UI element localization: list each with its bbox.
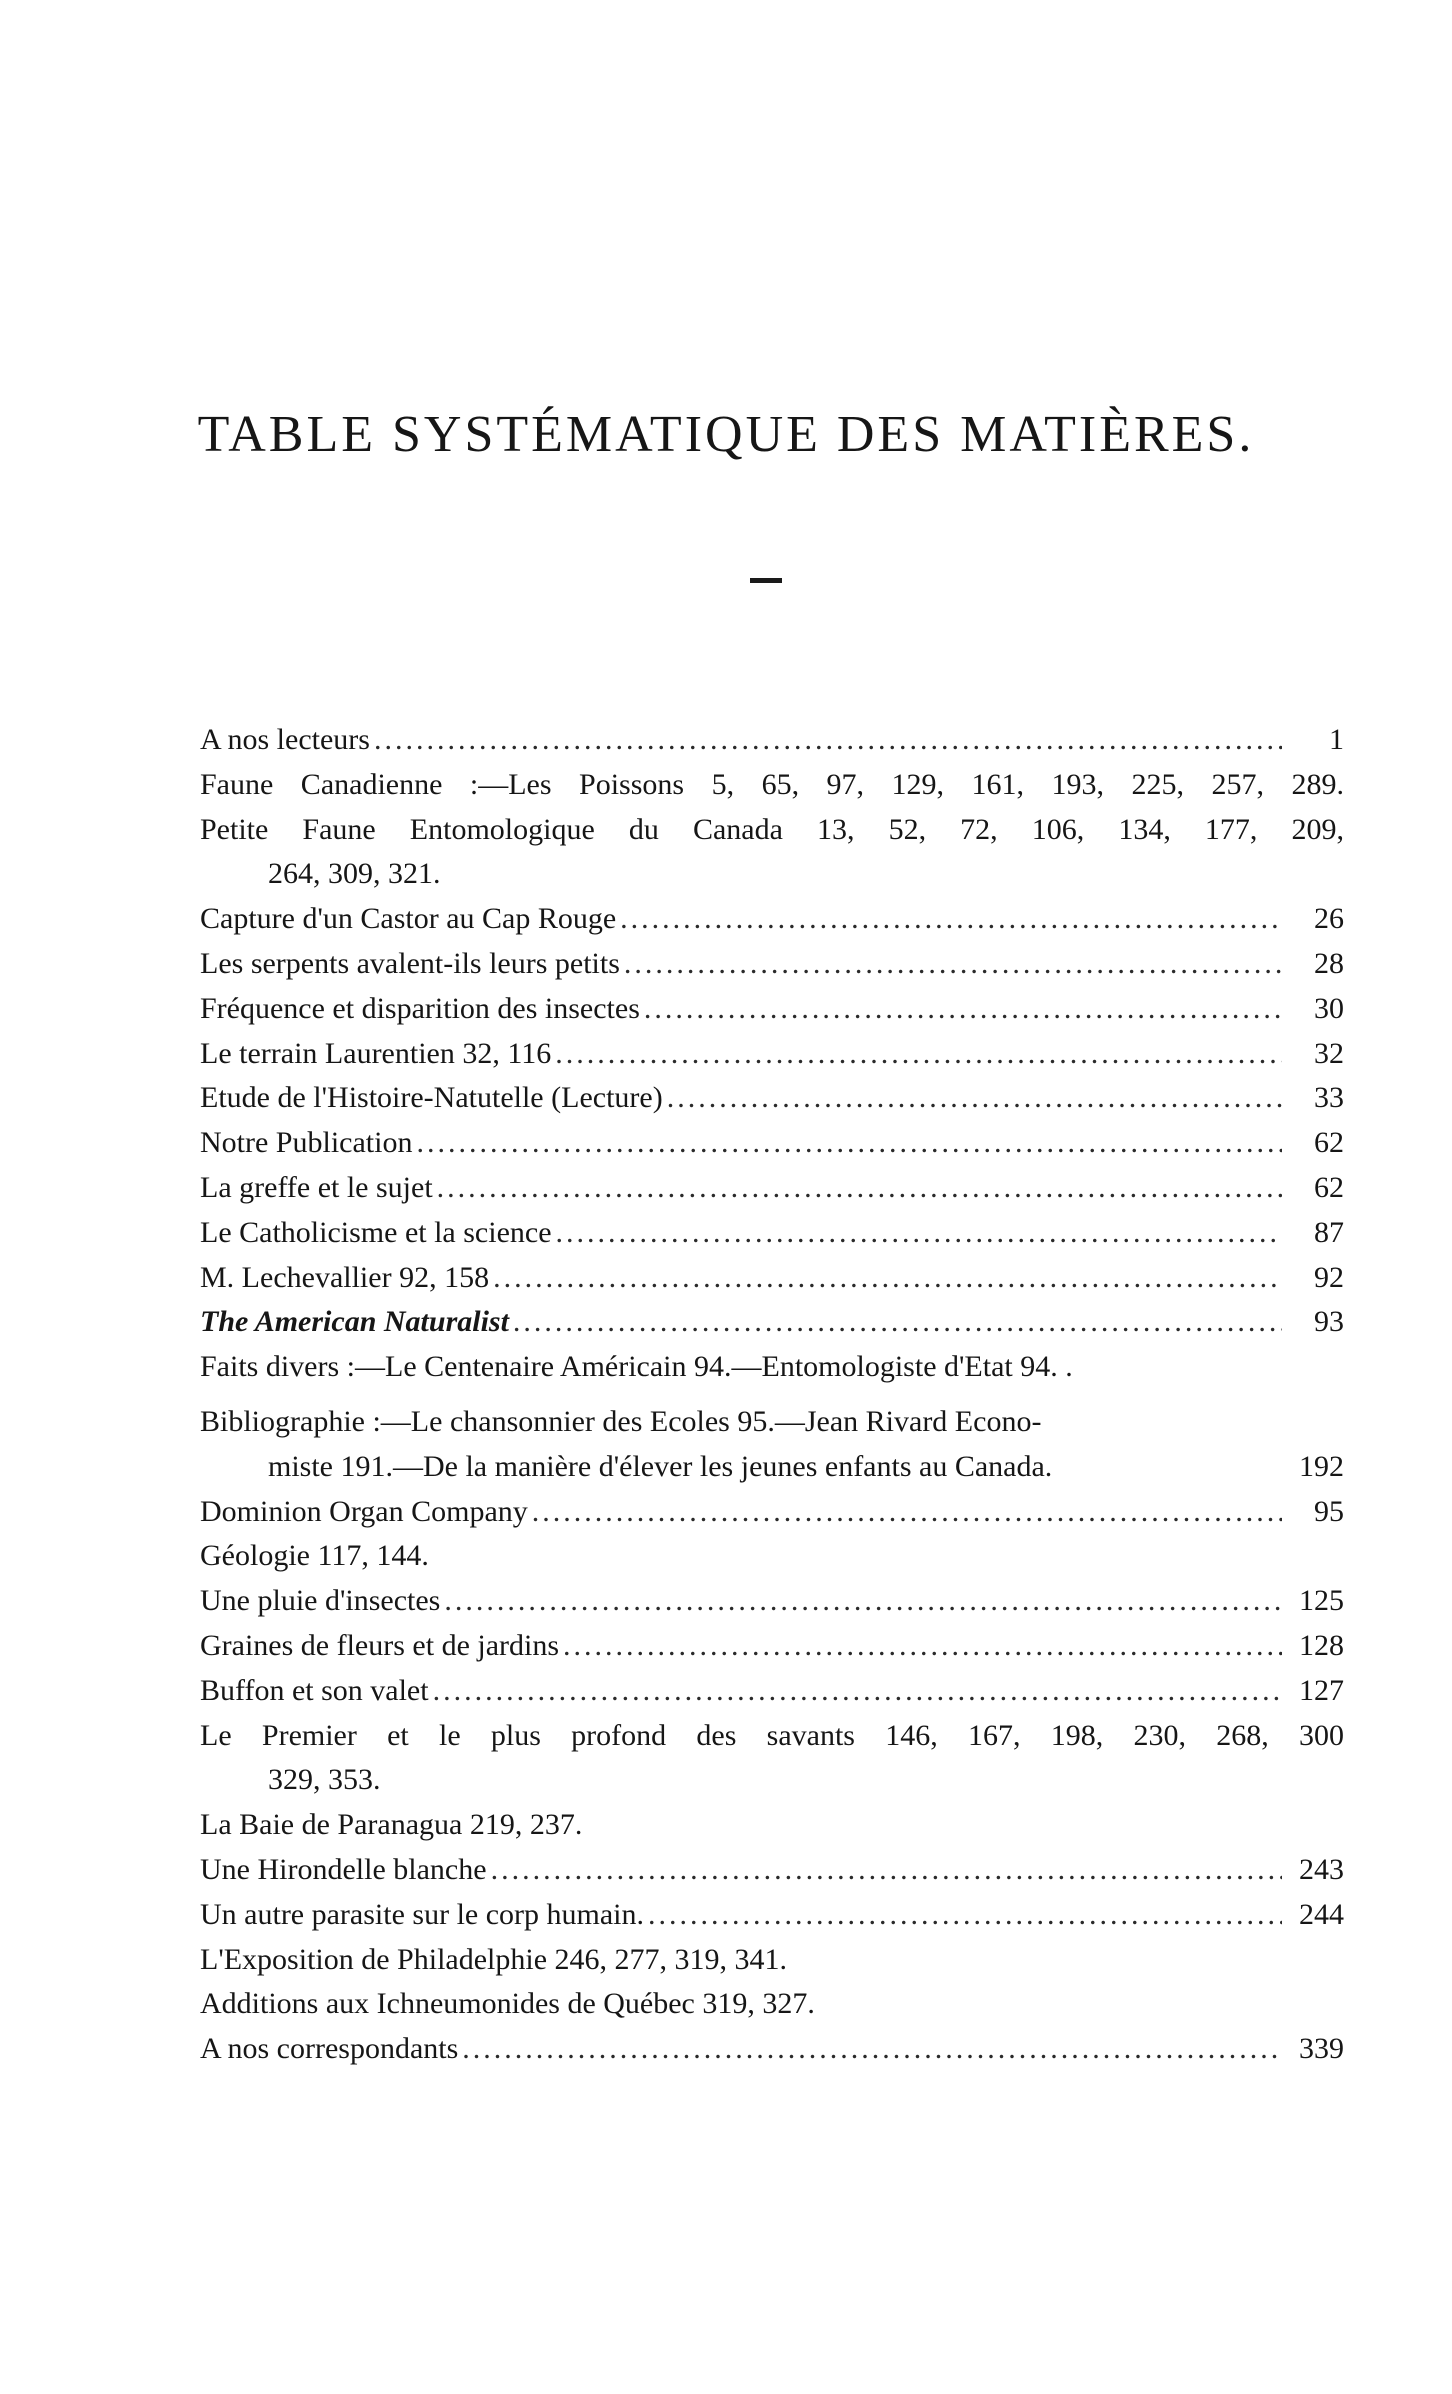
toc-entry-title: Bibliographie :—Le chansonnier des Ecoles 95.—Jean Rivard Econo- xyxy=(200,1404,1042,1438)
toc-entry xyxy=(200,1076,1344,1121)
dot-leader xyxy=(624,942,1282,987)
dot-leader xyxy=(444,1579,1282,1624)
toc-entry-title: Le Premier et le plus profond des savants 146, 167, 198, 230, 268, 300 xyxy=(200,1718,1344,1752)
toc-entry-page: 244 xyxy=(1299,1897,1344,1931)
toc-entry-title: Géologie 117, 144. xyxy=(200,1539,429,1573)
toc-entry xyxy=(200,1803,1344,1848)
spacer xyxy=(200,1390,1344,1400)
toc-entry xyxy=(200,1490,1344,1535)
toc-entry xyxy=(200,718,1344,763)
toc-entry-page: 28 xyxy=(1314,946,1344,980)
toc-entry-title: Petite Faune Entomologique du Canada 13, 52, 72, 106, 134, 177, 209, xyxy=(200,812,1344,846)
toc-entry-title: Faits divers :—Le Centenaire Américain 94.—Entomologiste d'Etat 94. . xyxy=(200,1350,1073,1384)
toc-entry xyxy=(200,1345,1344,1390)
dot-leader xyxy=(491,1848,1282,1893)
toc-entry-page: 128 xyxy=(1299,1628,1344,1662)
toc-entry-title: Le terrain Laurentien 32, 116 xyxy=(200,1036,552,1070)
dot-leader xyxy=(493,1256,1282,1301)
toc-entry xyxy=(200,1624,1344,1669)
toc-entry-page: 33 xyxy=(1314,1081,1344,1115)
toc-entry-continuation xyxy=(200,1758,1344,1803)
dot-leader xyxy=(416,1121,1282,1166)
dot-leader xyxy=(462,2027,1282,2072)
toc-entry xyxy=(200,987,1344,1032)
toc-entry-title: Une pluie d'insectes xyxy=(200,1584,441,1618)
toc-entry-page: 243 xyxy=(1299,1852,1344,1886)
toc-entry-title: Etude de l'Histoire-Natutelle (Lecture) xyxy=(200,1081,663,1115)
toc-entry-page: 62 xyxy=(1314,1170,1344,1204)
dot-leader xyxy=(513,1300,1282,1345)
toc-entry-title: La Baie de Paranagua 219, 237. xyxy=(200,1808,583,1842)
toc-entry-continuation-text: miste 191.—De la manière d'élever les jeunes enfants au Canada. xyxy=(268,1449,1053,1483)
toc-entry-page: 192 xyxy=(1299,1449,1344,1483)
toc-entry-page: 62 xyxy=(1314,1126,1344,1160)
toc-entry-continuation-text: 329, 353. xyxy=(268,1763,381,1797)
toc-entry xyxy=(200,1121,1344,1166)
toc-entry-page: 339 xyxy=(1299,2032,1344,2066)
dot-leader xyxy=(620,897,1282,942)
toc-entry xyxy=(200,1848,1344,1893)
toc-entry-title: A nos lecteurs xyxy=(200,723,370,756)
toc-entry xyxy=(200,1256,1344,1301)
toc-entry-title: M. Lechevallier 92, 158 xyxy=(200,1260,490,1294)
toc-entry xyxy=(200,1400,1344,1445)
toc-entry-title: Capture d'un Castor au Cap Rouge xyxy=(200,902,617,936)
toc-entry-page: 87 xyxy=(1314,1215,1344,1249)
toc-entry-title: Fréquence et disparition des insectes xyxy=(200,991,640,1025)
toc-entry-continuation-text: 264, 309, 321. xyxy=(268,857,441,891)
toc-entry xyxy=(200,808,1344,853)
toc-entry-continuation xyxy=(200,1445,1344,1490)
toc-entry xyxy=(200,1938,1344,1983)
dot-leader xyxy=(644,987,1282,1032)
toc-entry xyxy=(200,1211,1344,1256)
toc-entry-title: Additions aux Ichneumonides de Québec 319, 327. xyxy=(200,1987,815,2021)
toc-entry xyxy=(200,1032,1344,1077)
toc-entry-title: Graines de fleurs et de jardins xyxy=(200,1628,560,1662)
toc-entry-page: 32 xyxy=(1314,1036,1344,1070)
dot-leader xyxy=(437,1166,1282,1211)
toc-entry-page: 125 xyxy=(1299,1584,1344,1618)
toc-entry xyxy=(200,1893,1344,1938)
dot-leader xyxy=(555,1032,1282,1077)
toc-entry-title: Notre Publication xyxy=(200,1126,413,1160)
toc-entry-title: A nos correspondants xyxy=(200,2032,459,2066)
toc-entry-page: 93 xyxy=(1314,1305,1344,1339)
toc-entry-title: Buffon et son valet xyxy=(200,1673,429,1707)
toc-entry xyxy=(200,1534,1344,1579)
dot-leader xyxy=(563,1624,1282,1669)
toc-entry xyxy=(200,942,1344,987)
dot-leader xyxy=(532,1490,1282,1535)
toc-entry-continuation xyxy=(200,852,1344,897)
title-divider xyxy=(750,578,782,583)
toc-entry-title: Faune Canadienne :—Les Poissons 5, 65, 97, 129, 161, 193, 225, 257, 289. xyxy=(200,767,1344,801)
dot-leader xyxy=(648,1893,1282,1938)
toc-entry xyxy=(200,1579,1344,1624)
toc-entry-page: 1 xyxy=(1329,723,1344,756)
toc-entry xyxy=(200,1714,1344,1759)
toc-entry-page: 26 xyxy=(1314,902,1344,936)
dot-leader xyxy=(556,1211,1282,1256)
toc-entry xyxy=(200,1300,1344,1345)
toc-entry-title: Un autre parasite sur le corp humain. xyxy=(200,1897,645,1931)
table-of-contents xyxy=(200,718,1344,2072)
toc-entry-page: 127 xyxy=(1299,1673,1344,1707)
page-title: TABLE SYSTÉMATIQUE DES MATIÈRES. xyxy=(197,406,1255,463)
dot-leader xyxy=(374,718,1282,763)
toc-entry-title: Dominion Organ Company xyxy=(200,1494,528,1528)
toc-entry-title: L'Exposition de Philadelphie 246, 277, 319, 341. xyxy=(200,1942,788,1976)
toc-entry xyxy=(200,1166,1344,1211)
toc-entry-title: Le Catholicisme et la science xyxy=(200,1215,552,1249)
toc-entry xyxy=(200,763,1344,808)
toc-entry-title: The American Naturalist xyxy=(200,1305,509,1339)
dot-leader xyxy=(433,1669,1282,1714)
toc-entry-page: 30 xyxy=(1314,991,1344,1025)
toc-entry-page: 92 xyxy=(1314,1260,1344,1294)
dot-leader xyxy=(667,1076,1282,1121)
toc-entry xyxy=(200,1669,1344,1714)
toc-entry xyxy=(200,2027,1344,2072)
toc-entry xyxy=(200,1982,1344,2027)
toc-entry-page: 95 xyxy=(1314,1494,1344,1528)
toc-entry-title: La greffe et le sujet xyxy=(200,1170,433,1204)
toc-entry xyxy=(200,897,1344,942)
toc-entry-title: Les serpents avalent-ils leurs petits xyxy=(200,946,620,980)
toc-entry-title: Une Hirondelle blanche xyxy=(200,1852,487,1886)
